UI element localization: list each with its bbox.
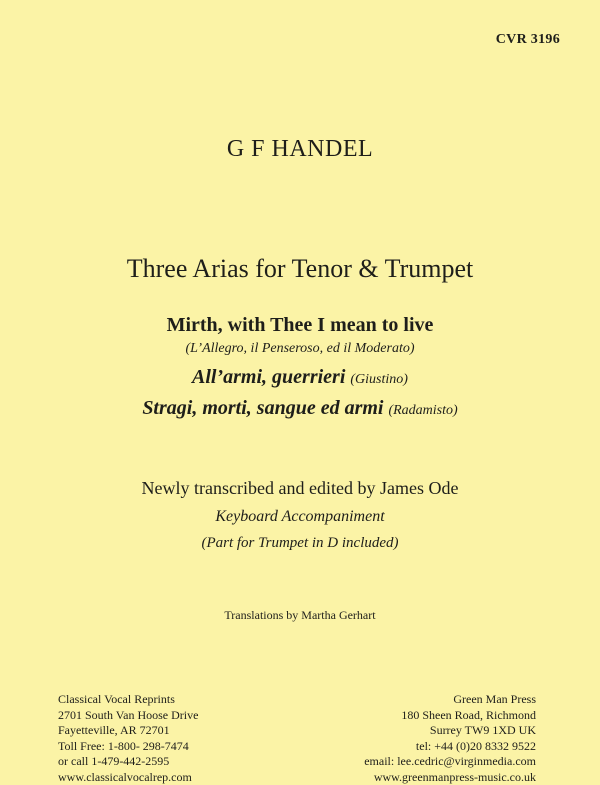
aria-3 [0, 397, 600, 420]
publisher-uk-line: 180 Sheen Road, Richmond [364, 708, 536, 724]
publisher-us-website[interactable]: www.classicalvocalrep.com [58, 770, 198, 785]
publisher-uk-line: Surrey TW9 1XD UK [364, 723, 536, 739]
aria-2 [0, 366, 600, 389]
accompaniment-note: Keyboard Accompaniment [0, 508, 600, 526]
catalog-number: CVR 3196 [496, 32, 560, 48]
publisher-uk-line: Green Man Press [364, 692, 536, 708]
aria-1-name: Mirth, with Thee I mean to live [167, 314, 434, 336]
aria-3-source: (Radamisto) [388, 403, 457, 418]
composer-name: G F HANDEL [0, 136, 600, 163]
aria-1-source: (L’Allegro, il Penseroso, ed il Moderato) [0, 341, 600, 357]
publisher-us-line: 2701 South Van Hoose Drive [58, 708, 198, 724]
aria-3-name: Stragi, morti, sangue ed armi [142, 397, 383, 419]
work-title: Three Arias for Tenor & Trumpet [0, 254, 600, 284]
trumpet-part-note: (Part for Trumpet in D included) [0, 535, 600, 552]
editor-credit: Newly transcribed and edited by James Ode [0, 478, 600, 499]
publisher-us-address [58, 692, 198, 785]
publisher-us-line: Fayetteville, AR 72701 [58, 723, 198, 739]
aria-1 [0, 314, 600, 337]
aria-2-source: (Giustino) [350, 372, 408, 387]
aria-2-name: All’armi, guerrieri [192, 366, 345, 388]
publisher-us-line: Classical Vocal Reprints [58, 692, 198, 708]
publisher-us-line: Toll Free: 1-800- 298-7474 [58, 739, 198, 755]
publisher-uk-email[interactable]: email: lee.cedric@virginmedia.com [364, 754, 536, 770]
translations-credit: Translations by Martha Gerhart [0, 608, 600, 623]
publisher-uk-website[interactable]: www.greenmanpress-music.co.uk [364, 770, 536, 785]
publisher-us-line: or call 1-479-442-2595 [58, 754, 198, 770]
publisher-uk-address [364, 692, 536, 785]
publisher-uk-line: tel: +44 (0)20 8332 9522 [364, 739, 536, 755]
